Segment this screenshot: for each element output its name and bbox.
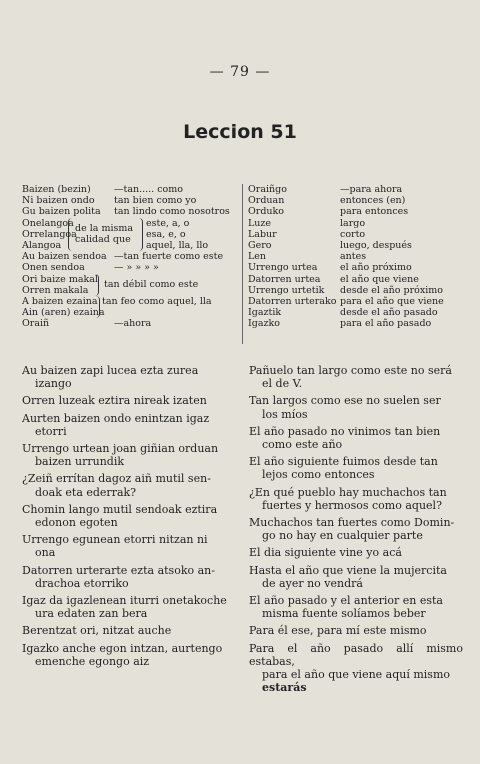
vocab-term: Luze — [248, 217, 272, 229]
vocab-term: Ori baize makal — [22, 273, 98, 285]
left-brace — [68, 218, 73, 252]
vocab-term: A baizen ezaina — [22, 295, 98, 307]
sentence-line: de ayer no vendrá — [262, 576, 363, 590]
sentence-line: estarás — [262, 681, 307, 695]
sentence-line: Berentzat ori, nitzat auche — [22, 624, 172, 638]
vocab-gloss: el año que viene — [340, 273, 419, 285]
sentence-line: Igazko anche egon intzan, aurtengo — [22, 641, 223, 655]
vocab-term: Baizen (bezin) — [22, 184, 91, 195]
vocab-term: Orrelangoa — [22, 228, 77, 240]
sentence-line: Hasta el año que viene la mujercita — [249, 563, 447, 577]
vocab-term: Igaztik — [248, 307, 282, 319]
sentence-line: Muchachos tan fuertes como Domin- — [249, 516, 455, 530]
sentences-spanish — [249, 364, 463, 698]
vocab-gloss: para el año pasado — [340, 318, 432, 330]
vocab-gloss: para el año que viene — [340, 295, 444, 307]
sentences-basque — [22, 364, 238, 672]
sentence — [22, 364, 238, 390]
sentence — [22, 642, 238, 668]
sentence-line: emenche egongo aiz — [35, 654, 150, 668]
vocab-gloss: —tan fuerte como este — [114, 251, 224, 263]
vocab-gloss: — » » » » — [114, 262, 159, 274]
sentence-line: fuertes y hermosos como aquel? — [262, 498, 442, 512]
vocab-gloss: antes — [340, 251, 367, 263]
sentence-line: El año pasado y el anterior en esta — [249, 594, 443, 608]
vocab-term: Onen sendoa — [22, 262, 85, 274]
right-brace — [95, 296, 100, 318]
sentence-line: misma fuente solíamos beber — [262, 607, 426, 621]
demonstrative-group — [22, 218, 240, 252]
vocab-term: Gu baizen polita — [22, 206, 101, 218]
sentence-line: Datorren urterarte ezta atsoko an- — [22, 563, 215, 577]
vocab-term: Au baizen sendoa — [22, 251, 107, 263]
sentence — [249, 425, 463, 451]
vocab-row — [248, 318, 460, 329]
vocab-term: Urrengo urtetik — [248, 284, 325, 296]
vocab-term: Ni baizen ondo — [22, 195, 95, 207]
vocab-gloss: —tan..... como — [114, 184, 183, 195]
vocab-term: Orren makala — [22, 284, 89, 296]
sentence — [22, 624, 238, 637]
vocab-row — [248, 218, 460, 229]
vocab-gloss: aquel, lla, llo — [146, 239, 209, 251]
sentence — [22, 533, 238, 559]
column-divider — [242, 184, 243, 344]
vocab-gloss: tan feo como aquel, lla — [102, 295, 212, 307]
vocab-gloss: de la misma calidad que — [75, 222, 134, 245]
vocab-row — [22, 262, 240, 273]
sentence — [249, 364, 463, 390]
vocab-row — [22, 318, 240, 329]
sentence-line: los míos — [262, 407, 308, 421]
sentence-line: izango — [35, 377, 72, 391]
sentence — [22, 594, 238, 620]
sentence — [249, 642, 463, 695]
makal-group — [22, 274, 240, 296]
vocab-term: Len — [248, 251, 267, 263]
sentence-line: ¿En qué pueblo hay muchachos tan — [249, 485, 447, 499]
sentence-line: doak eta ederrak? — [35, 485, 137, 499]
lesson-title: Leccion 51 — [183, 121, 297, 143]
vocab-row — [248, 307, 460, 318]
sentence — [249, 394, 463, 420]
vocab-row — [22, 251, 240, 262]
vocabulary-left — [22, 184, 240, 330]
vocab-row — [248, 229, 460, 240]
vocab-row — [22, 195, 240, 206]
vocab-term: Labur — [248, 228, 277, 240]
sentence-line: baizen urrundik — [35, 455, 124, 469]
sentence-line: para el año que viene aquí mismo — [262, 668, 451, 682]
vocab-gloss: esa, e, o — [146, 228, 186, 240]
sentence-line: Tan largos como ese no suelen ser — [249, 394, 441, 408]
vocab-row — [22, 206, 240, 217]
vocab-gloss: largo — [340, 217, 366, 229]
vocab-term: Orduko — [248, 206, 285, 218]
sentence-line: ¿Zeiñ errítan dagoz aiñ mutil sen- — [22, 472, 211, 486]
sentence-line: el de V. — [262, 377, 303, 391]
sentence — [249, 455, 463, 481]
sentence-line: ona — [35, 546, 56, 560]
ezaina-group — [22, 296, 240, 318]
sentence-line: ura edaten zan bera — [35, 607, 148, 621]
sentence-line: lejos como entonces — [262, 468, 375, 482]
vocab-gloss: para entonces — [340, 206, 409, 218]
vocab-term: Alangoa — [22, 239, 62, 251]
sentence — [249, 546, 463, 559]
vocab-term: Orduan — [248, 195, 285, 207]
vocab-row — [248, 251, 460, 262]
vocab-row — [248, 240, 460, 251]
sentence-line: El dia siguiente vine yo acá — [249, 546, 402, 560]
sentence — [249, 624, 463, 637]
sentence — [22, 472, 238, 498]
vocab-gloss: este, a, o — [146, 217, 190, 229]
vocab-row — [248, 296, 460, 307]
vocab-row — [248, 184, 460, 195]
sentence-line: Igaz da igazlenean iturri onetakoche — [22, 594, 227, 608]
vocab-term: Gero — [248, 239, 272, 251]
vocab-term: Oraiñgo — [248, 184, 287, 195]
sentence — [249, 486, 463, 512]
vocab-gloss: tan débil como este — [104, 278, 199, 290]
sentence — [249, 564, 463, 590]
vocab-gloss: desde el año próximo — [340, 284, 443, 296]
right-brace — [94, 274, 99, 296]
vocabulary-right — [248, 184, 460, 329]
sentence-line: Pañuelo tan largo como este no será — [249, 364, 452, 377]
sentence-line: Para el año pasado allí mismo estabas, — [249, 641, 463, 668]
sentence-line: como este año — [262, 438, 343, 452]
sentence — [22, 503, 238, 529]
sentence-line: drachoa etorriko — [35, 576, 129, 590]
vocab-row — [248, 285, 460, 296]
vocab-gloss: tan lindo como nosotros — [114, 206, 230, 218]
vocab-term: Ain (aren) ezaina — [22, 307, 105, 319]
vocab-gloss: —ahora — [114, 318, 152, 330]
vocab-gloss: —para ahora — [340, 184, 403, 195]
sentence-line: El año pasado no vinimos tan bien — [249, 424, 441, 438]
sentence — [22, 564, 238, 590]
sentence-line: Au baizen zapi lucea ezta zurea — [22, 364, 199, 377]
vocab-term: Oraiñ — [22, 318, 50, 330]
vocab-term: Onelangoa — [22, 217, 74, 229]
sentence-line: edonon egoten — [35, 516, 118, 530]
sentence — [22, 394, 238, 407]
vocab-row — [248, 274, 460, 285]
sentence-line: El año siguiente fuimos desde tan — [249, 455, 438, 469]
sentence-line: Urrengo urtean joan giñian orduan — [22, 442, 219, 456]
vocab-row — [248, 262, 460, 273]
vocab-term: Datorren urtea — [248, 273, 321, 285]
vocab-term: Datorren urterako — [248, 295, 337, 307]
sentence — [249, 594, 463, 620]
sentence — [249, 516, 463, 542]
right-brace — [138, 218, 143, 252]
vocab-gloss: tan bien como yo — [114, 195, 197, 207]
vocab-gloss: el año próximo — [340, 262, 412, 274]
vocab-gloss: corto — [340, 228, 366, 240]
sentence-line: Orren luzeak eztira nireak izaten — [22, 394, 207, 408]
vocab-term: Urrengo urtea — [248, 262, 318, 274]
sentence — [22, 442, 238, 468]
sentence-line: Para él ese, para mí este mismo — [249, 624, 427, 638]
vocab-row — [248, 195, 460, 206]
vocab-gloss: desde el año pasado — [340, 307, 438, 319]
sentence-line: Aurten baizen ondo enintzan igaz — [22, 411, 210, 425]
vocab-gloss: luego, después — [340, 239, 412, 251]
sentence-line: Urrengo egunean etorri nitzan ni — [22, 533, 208, 547]
page-number: — 79 — — [209, 64, 271, 80]
sentence-line: go no hay en cualquier parte — [262, 529, 423, 543]
vocab-term: Igazko — [248, 318, 280, 330]
vocab-row — [22, 184, 240, 195]
sentence-line: etorri — [35, 424, 67, 438]
vocab-row — [248, 206, 460, 217]
vocab-gloss: entonces (en) — [340, 195, 406, 207]
sentence — [22, 412, 238, 438]
sentence-line: Chomin lango mutil sendoak eztira — [22, 502, 218, 516]
